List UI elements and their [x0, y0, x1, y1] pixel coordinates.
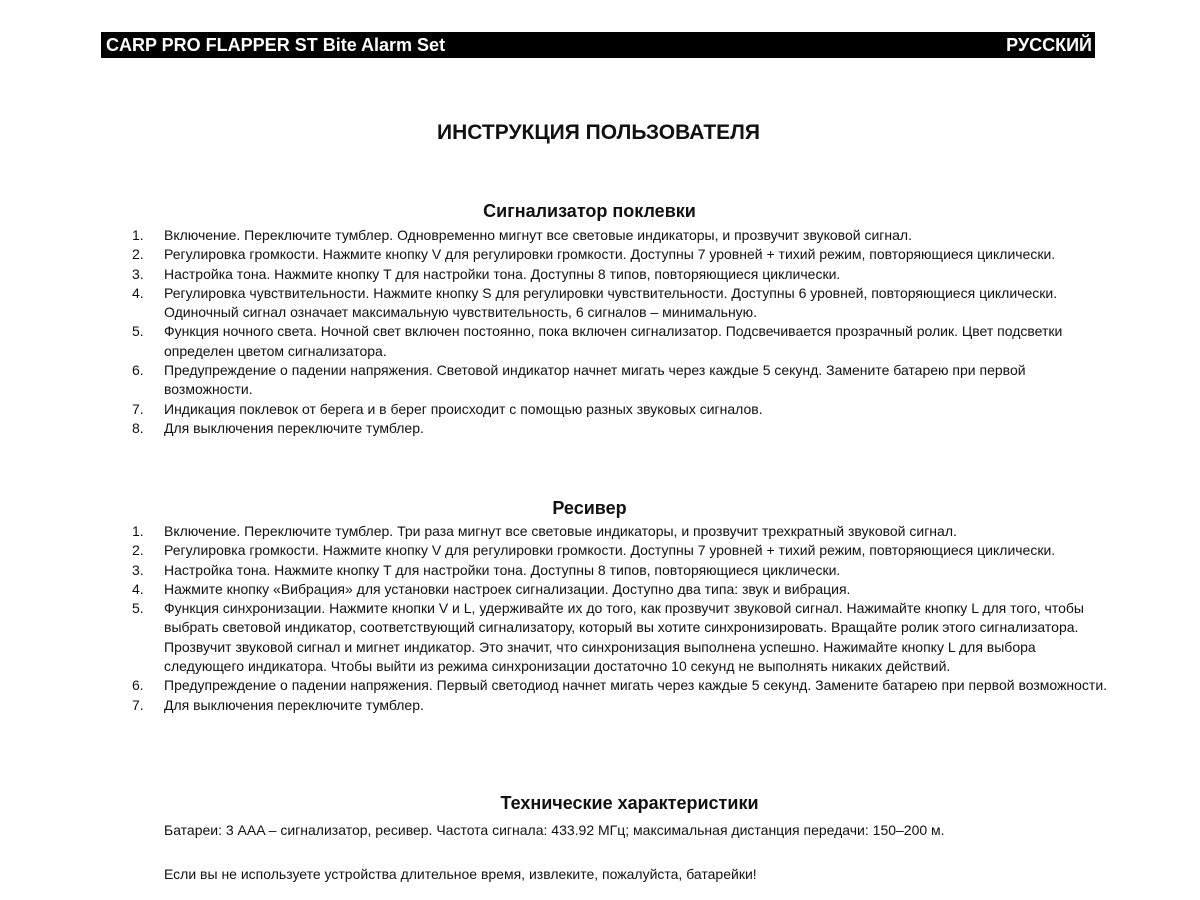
list-item-number: 2.: [132, 542, 144, 559]
section-heading-specs: Технические характеристики: [500, 793, 759, 813]
battery-removal-note: Если вы не используете устройства длительное время, извлеките, пожалуйста, батарейки!: [164, 866, 757, 882]
page-title: ИНСТРУКЦИЯ ПОЛЬЗОВАТЕЛЯ: [436, 121, 761, 144]
list-item-number: 1.: [132, 523, 144, 539]
list-item-text: Функция ночного света. Ночной свет включен постоянно, пока включен сигнализатор. Подсвечивается прозрачный ролик. Цвет подсветки определен цветом сигнализатора.: [164, 323, 1063, 359]
document-title: CARP PRO FLAPPER ST Bite Alarm Set: [106, 34, 446, 55]
list-item-text: Нажмите кнопку «Вибрация» для установки настроек сигнализации. Доступно два типа: звук и вибрация.: [164, 580, 851, 597]
receiver-instruction-list: [130, 522, 1110, 715]
list-item: [130, 580, 1110, 599]
specs-batteries-text: Батареи: 3 AAA – сигнализатор, ресивер. Частота сигнала: 433.92 МГц; максимальная дистанция передачи: 150–200 м.: [164, 822, 945, 838]
list-item-text: Включение. Переключите тумблер. Одновременно мигнут все световые индикаторы, и прозвучит звуковой сигнал.: [164, 227, 912, 243]
list-item: [130, 284, 1110, 323]
list-item-number: 8.: [132, 419, 144, 436]
list-item-text: Настройка тона. Нажмите кнопку T для настройки тона. Доступны 8 типов, повторяющиеся циклически.: [164, 265, 841, 282]
list-item-text: Для выключения переключите тумблер.: [164, 419, 424, 436]
header-bar: [101, 32, 1095, 58]
list-item-number: 3.: [132, 561, 144, 578]
list-item: [130, 561, 1110, 580]
list-item-number: 5.: [132, 600, 144, 617]
list-item: [130, 522, 1110, 541]
list-item: [130, 599, 1110, 676]
list-item-text: Функция синхронизации. Нажмите кнопки V и L, удерживайте их до того, как прозвучит звуковой сигнал. Нажимайте кнопку L для того, чтобы выбрать световой индикатор, соответствующий сигнализатору, который вы хотите синхронизировать. Вращайте ролик этого сигнализатора. Прозвучит звуковой сигнал и мигнет индикатор. Это значит, что синхронизация выполнена успешно. Нажимайте кнопку L для выбора следующего индикатора. Чтобы выйти из режима синхронизации достаточно 10 секунд не выполнять никаких действий.: [164, 600, 1084, 675]
list-item-number: 2.: [132, 246, 144, 263]
list-item: [130, 419, 1110, 438]
list-item: [130, 245, 1110, 264]
list-item-number: 6.: [132, 677, 144, 694]
list-item-text: Регулировка чувствительности. Нажмите кнопку S для регулировки чувствительности. Доступны 6 уровней, повторяющиеся циклически. Одиночный сигнал означает максимальную чувствительность, 6 сигналов – минимальную.: [164, 284, 1058, 321]
list-item-number: 6.: [132, 362, 144, 379]
list-item-text: Предупреждение о падении напряжения. Первый светодиод начнет мигать через каждые 5 секунд. Замените батарею при первой возможности.: [164, 677, 1108, 694]
list-item-text: Индикация поклевок от берега и в берег происходит с помощью разных звуковых сигналов.: [164, 400, 763, 417]
list-item: [130, 361, 1110, 400]
list-item: [130, 322, 1110, 361]
list-item-text: Настройка тона. Нажмите кнопку T для настройки тона. Доступны 8 типов, повторяющиеся циклически.: [164, 561, 841, 578]
list-item-number: 4.: [132, 580, 144, 597]
list-item-text: Для выключения переключите тумблер.: [164, 696, 424, 713]
list-item-number: 7.: [132, 696, 144, 713]
list-item-text: Предупреждение о падении напряжения. Световой индикатор начнет мигать через каждые 5 секунд. Замените батарею при первой возможности.: [164, 362, 1026, 398]
list-item: [130, 696, 1110, 715]
list-item: [130, 265, 1110, 284]
list-item-number: 3.: [132, 265, 144, 282]
section-heading-receiver: Ресивер: [552, 498, 627, 518]
list-item: [130, 541, 1110, 560]
list-item-number: 1.: [132, 227, 144, 243]
list-item: [130, 400, 1110, 419]
list-item-number: 5.: [132, 323, 144, 340]
section-heading-alarm: Сигнализатор поклевки: [483, 201, 696, 221]
alarm-instruction-list: [130, 226, 1110, 438]
list-item-number: 7.: [132, 400, 144, 417]
list-item-text: Регулировка громкости. Нажмите кнопку V для регулировки громкости. Доступны 7 уровней + тихий режим, повторяющиеся циклически.: [164, 246, 1056, 263]
list-item-number: 4.: [132, 284, 144, 301]
list-item-text: Включение. Переключите тумблер. Три раза мигнут все световые индикаторы, и прозвучит трехкратный звуковой сигнал.: [164, 523, 957, 539]
language-label: РУССКИЙ: [1006, 34, 1092, 55]
list-item: [130, 226, 1110, 245]
list-item-text: Регулировка громкости. Нажмите кнопку V для регулировки громкости. Доступны 7 уровней + тихий режим, повторяющиеся циклически.: [164, 542, 1056, 559]
list-item: [130, 676, 1110, 695]
